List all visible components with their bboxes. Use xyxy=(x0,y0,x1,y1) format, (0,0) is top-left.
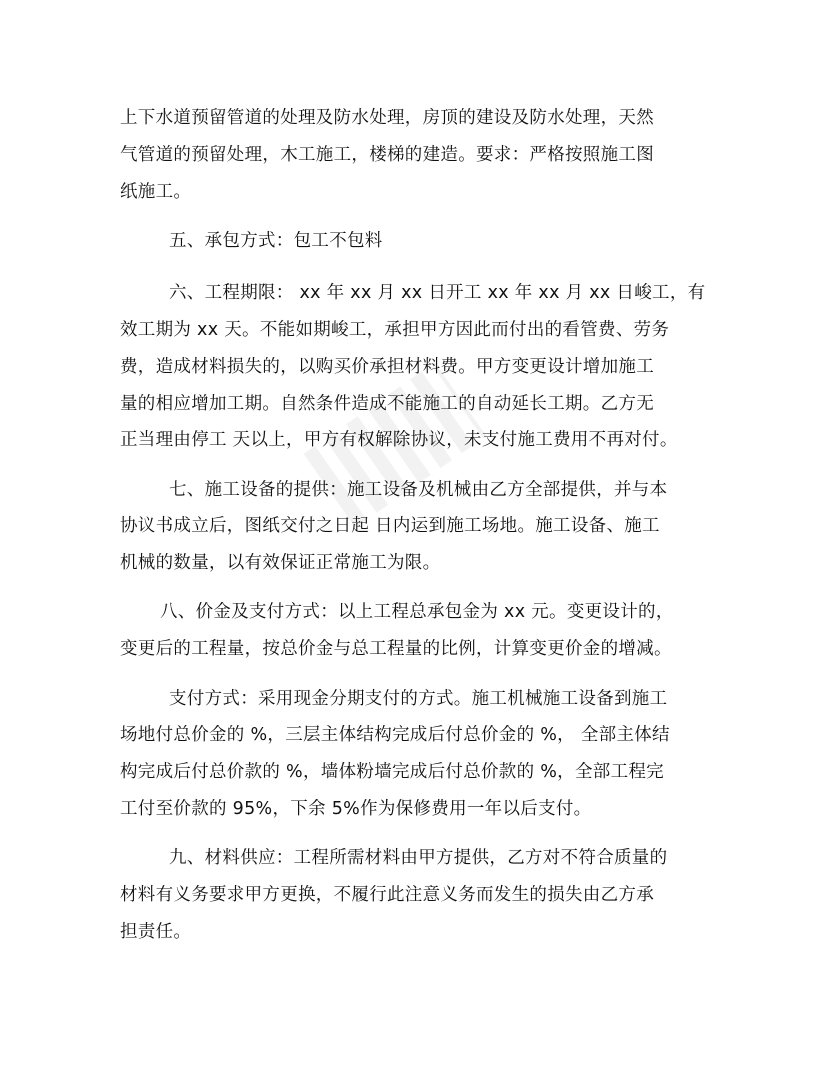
text-line: 五、承包方式：包工不包料 xyxy=(169,231,383,251)
text-line: 机械的数量，以有效保证正常施工为限。 xyxy=(120,553,441,573)
text-line: 工付至价款的 95%，下余 5%作为保修费用一年以后支付。 xyxy=(120,799,592,819)
text-line: 九、材料供应：工程所需材料由甲方提供，乙方对不符合质量的 xyxy=(169,848,668,868)
text-line: 纸施工。 xyxy=(120,182,192,202)
text-line: 效工期为 xx 天。不能如期峻工，承担甲方因此而付出的看管费、劳务 xyxy=(120,320,670,340)
text-line: 七、施工设备的提供：施工设备及机械由乙方全部提供，并与本 xyxy=(169,480,668,500)
text-line: 上下水道预留管道的处理及防水处理，房顶的建设及防水处理，天然 xyxy=(120,108,654,128)
text-line: 构完成后付总价款的 %，墙体粉墙完成后付总价款的 %，全部工程完 xyxy=(120,762,664,782)
text-line: 八、价金及支付方式：以上工程总承包金为 xx 元。变更设计的， xyxy=(160,602,674,622)
text-line: 量的相应增加工期。自然条件造成不能施工的自动延长工期。乙方无 xyxy=(120,394,654,414)
text-line: 变更后的工程量，按总价金与总工程量的比例，计算变更价金的增减。 xyxy=(120,639,672,659)
text-line: 气管道的预留处理，木工施工，楼梯的建造。要求：严格按照施工图 xyxy=(120,145,654,165)
text-line: 材料有义务要求甲方更换，不履行此注意义务而发生的损失由乙方承 xyxy=(120,885,654,905)
text-line: 支付方式：采用现金分期支付的方式。施工机械施工设备到施工 xyxy=(169,689,668,709)
text-line: 费，造成材料损失的，以购买价承担材料费。甲方变更设计增加施工 xyxy=(120,357,654,377)
text-line: 场地付总价金的 %，三层主体结构完成后付总价金的 %， 全部主体结 xyxy=(120,725,670,745)
text-line: 六、工程期限： xx 年 xx 月 xx 日开工 xx 年 xx 月 xx 日峻工，有 xyxy=(169,283,706,303)
text-line: 担责任。 xyxy=(120,922,192,942)
text-line: 协议书成立后，图纸交付之日起 日内运到施工场地。施工设备、施工 xyxy=(120,516,660,536)
text-line: 正当理由停工 天以上，甲方有权解除协议，未支付施工费用不再对付。 xyxy=(120,430,678,450)
